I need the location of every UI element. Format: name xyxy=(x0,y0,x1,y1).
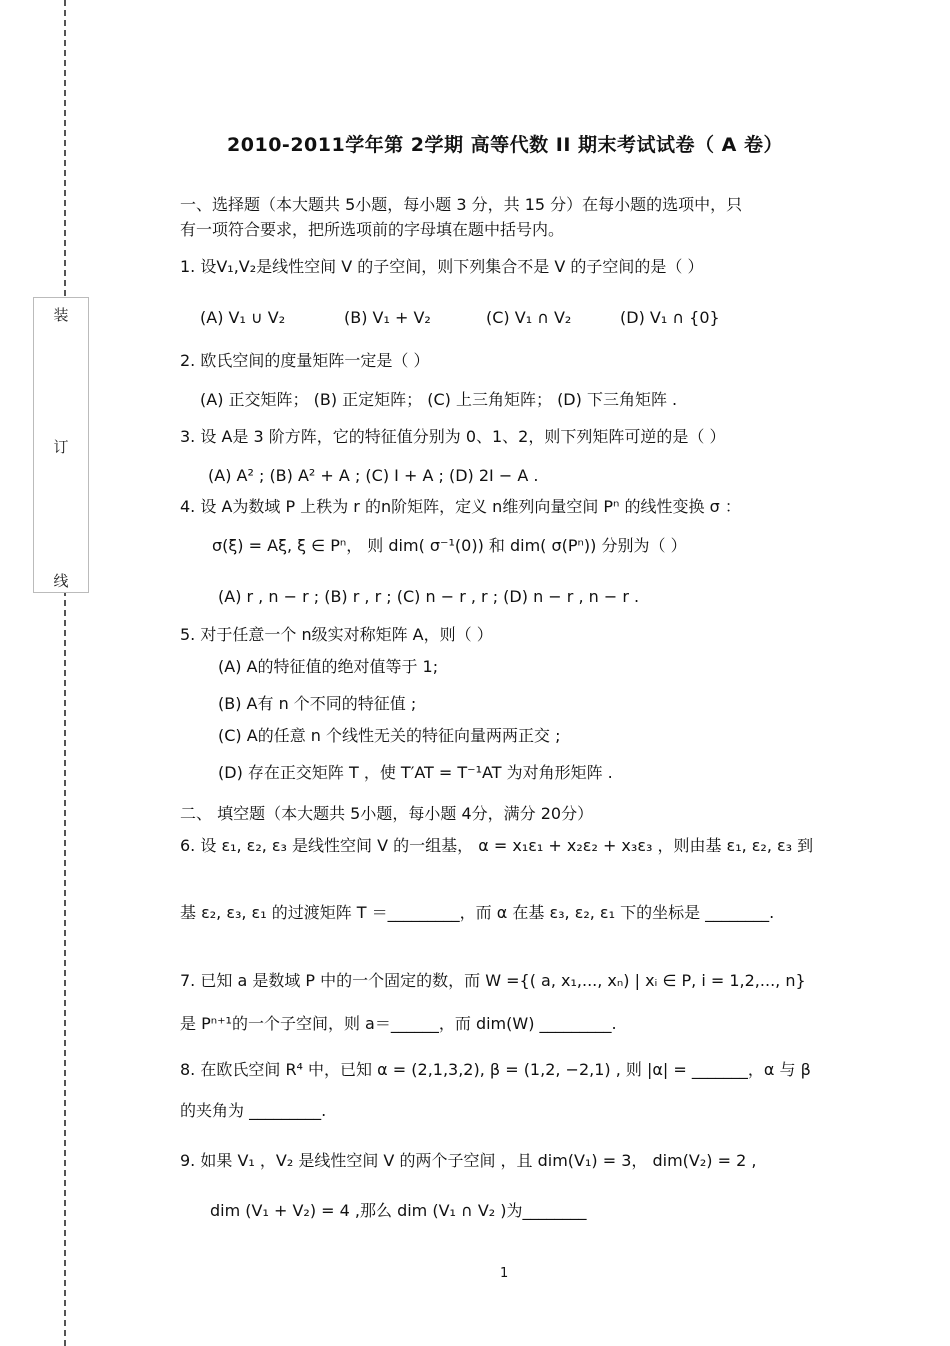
q5-option-a: (A) A的特征值的绝对值等于 1; xyxy=(218,657,439,676)
q7-line1: 7. 已知 a 是数域 P 中的一个固定的数，而 W ={( a, x₁,..., xₙ) | xᵢ ∈ P, i = 1,2,..., n} xyxy=(180,971,806,990)
q2-options: (A) 正交矩阵； (B) 正定矩阵； (C) 上三角矩阵； (D) 下三角矩阵 . xyxy=(200,390,678,409)
q3-stem: 3. 设 A是 3 阶方阵，它的特征值分别为 0、1、2，则下列矩阵可逆的是（ ） xyxy=(180,427,726,446)
page-number: 1 xyxy=(500,1266,509,1281)
q1-option-c: (C) V₁ ∩ V₂ xyxy=(486,308,572,327)
page-title: 2010-2011学年第 2学期 高等代数 II 期末考试试卷（ A 卷） xyxy=(227,134,783,156)
q1-option-d: (D) V₁ ∩ {0} xyxy=(620,308,720,327)
binding-margin-box xyxy=(33,297,89,593)
q2-stem: 2. 欧氏空间的度量矩阵一定是（ ） xyxy=(180,351,430,370)
q9-line1: 9. 如果 V₁ ，V₂ 是线性空间 V 的两个子空间 ，且 dim(V₁) = 3， dim(V₂) = 2 , xyxy=(180,1151,757,1170)
q1-stem: 1. 设V₁,V₂是线性空间 V 的子空间，则下列集合不是 V 的子空间的是（ ） xyxy=(180,257,704,276)
q5-option-c: (C) A的任意 n 个线性无关的特征向量两两正交 ; xyxy=(218,726,561,745)
binding-char-zhuang: 装 xyxy=(53,306,69,324)
section1-heading-cont: 有一项符合要求，把所选项前的字母填在题中括号内。 xyxy=(180,220,565,239)
q4-stem-cont: σ(ξ) = Aξ, ξ ∈ Pⁿ， 则 dim( σ⁻¹(0)) 和 dim( σ(Pⁿ)) 分别为（ ） xyxy=(212,536,687,555)
section1-heading: 一、选择题（本大题共 5小题，每小题 3 分，共 15 分）在每小题的选项中，只 xyxy=(180,195,743,214)
q4-options: (A) r , n − r ; (B) r , r ; (C) n − r , r ; (D) n − r , n − r . xyxy=(218,587,640,606)
q1-option-a: (A) V₁ ∪ V₂ xyxy=(200,308,286,327)
q9-line2: dim (V₁ + V₂) = 4 ,那么 dim (V₁ ∩ V₂ )为________ xyxy=(210,1201,587,1220)
section2-heading: 二、 填空题（本大题共 5小题，每小题 4分，满分 20分） xyxy=(180,804,594,823)
q5-option-d: (D) 存在正交矩阵 T ，使 T′AT = T⁻¹AT 为对角形矩阵 . xyxy=(218,763,613,782)
binding-dashed-line xyxy=(64,0,66,1346)
q6-line2: 基 ε₂, ε₃, ε₁ 的过渡矩阵 T ＝_________，而 α 在基 ε₃, ε₂, ε₁ 下的坐标是 ________. xyxy=(180,903,775,922)
q1-option-b: (B) V₁ + V₂ xyxy=(344,308,431,327)
q3-options: (A) A² ; (B) A² + A ; (C) I + A ; (D) 2I − A . xyxy=(208,466,539,485)
q5-stem: 5. 对于任意一个 n级实对称矩阵 A，则（ ） xyxy=(180,625,493,644)
q5-option-b: (B) A有 n 个不同的特征值 ; xyxy=(218,694,417,713)
q8-line2: 的夹角为 _________. xyxy=(180,1101,327,1120)
q6-line1: 6. 设 ε₁, ε₂, ε₃ 是线性空间 V 的一组基， α = x₁ε₁ + x₂ε₂ + x₃ε₃ ，则由基 ε₁, ε₂, ε₃ 到 xyxy=(180,836,814,855)
q4-stem: 4. 设 A为数域 P 上秩为 r 的n阶矩阵，定义 n维列向量空间 Pⁿ 的线性变换 σ ： xyxy=(180,497,741,516)
binding-char-ding: 订 xyxy=(53,438,69,456)
q8-line1: 8. 在欧氏空间 R⁴ 中，已知 α = (2,1,3,2), β = (1,2, −2,1) , 则 |α| = _______，α 与 β xyxy=(180,1060,811,1079)
q7-line2: 是 Pⁿ⁺¹的一个子空间，则 a＝______，而 dim(W) _________. xyxy=(180,1014,617,1033)
binding-char-xian: 线 xyxy=(53,572,69,590)
